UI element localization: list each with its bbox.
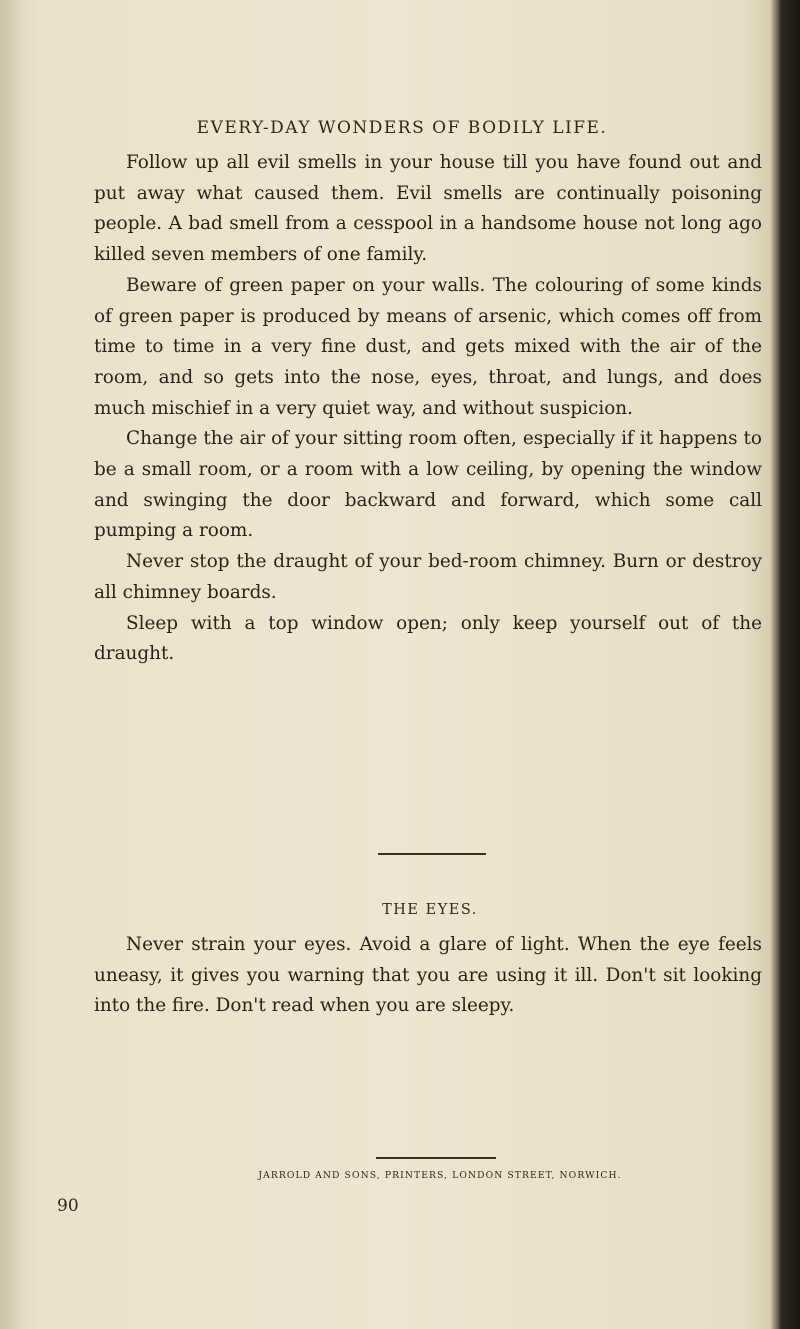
paragraph-eyes: Never strain your eyes. Avoid a glare of light. When the eye feels uneasy, it gives you warning that you are using it ill. Don't sit looking into the fire. Don't read when you are sleepy. <box>94 934 762 1017</box>
paragraph-chimney: Never stop the draught of your bed-room chimney. Burn or destroy all chimney boards. <box>94 551 762 603</box>
section-text <box>94 930 762 1022</box>
page-binding-edge <box>778 0 800 1329</box>
page-number: 90 <box>57 1196 79 1216</box>
running-head: EVERY-DAY WONDERS OF BODILY LIFE. <box>196 118 608 138</box>
paragraph-green-paper: Beware of green paper on your walls. The colouring of some kinds of green paper is produced by means of arsenic, which comes off from time to time in a very fine dust, and gets mixed with the air of the room, and so gets into the nose, eyes, throat, and lungs, and does much mischief in a very quiet way, and without suspicion. <box>94 274 762 419</box>
section-divider-rule <box>378 853 486 855</box>
paragraph-sleep-window: Sleep with a top window open; only keep yourself out of the draught. <box>94 612 762 665</box>
section-heading: THE EYES. <box>382 902 478 918</box>
paragraph-evil-smells: Follow up all evil smells in your house till you have found out and put away what caused them. Evil smells are continually poisoning people. A bad smell from a cesspool in a handsome house not long ago killed seven members of one family. <box>94 152 762 266</box>
imprint-rule <box>376 1157 496 1159</box>
paragraph-change-air: Change the air of your sitting room often, especially if it happens to be a small room, or a room with a low ceiling, by opening the window and swinging the door backward and forward, which some call pumping a room. <box>94 428 762 542</box>
page-gutter-shadow <box>0 0 22 1329</box>
printer-imprint: JARROLD AND SONS, PRINTERS, LONDON STREET, NORWICH. <box>258 1170 622 1181</box>
body-text <box>94 148 762 670</box>
